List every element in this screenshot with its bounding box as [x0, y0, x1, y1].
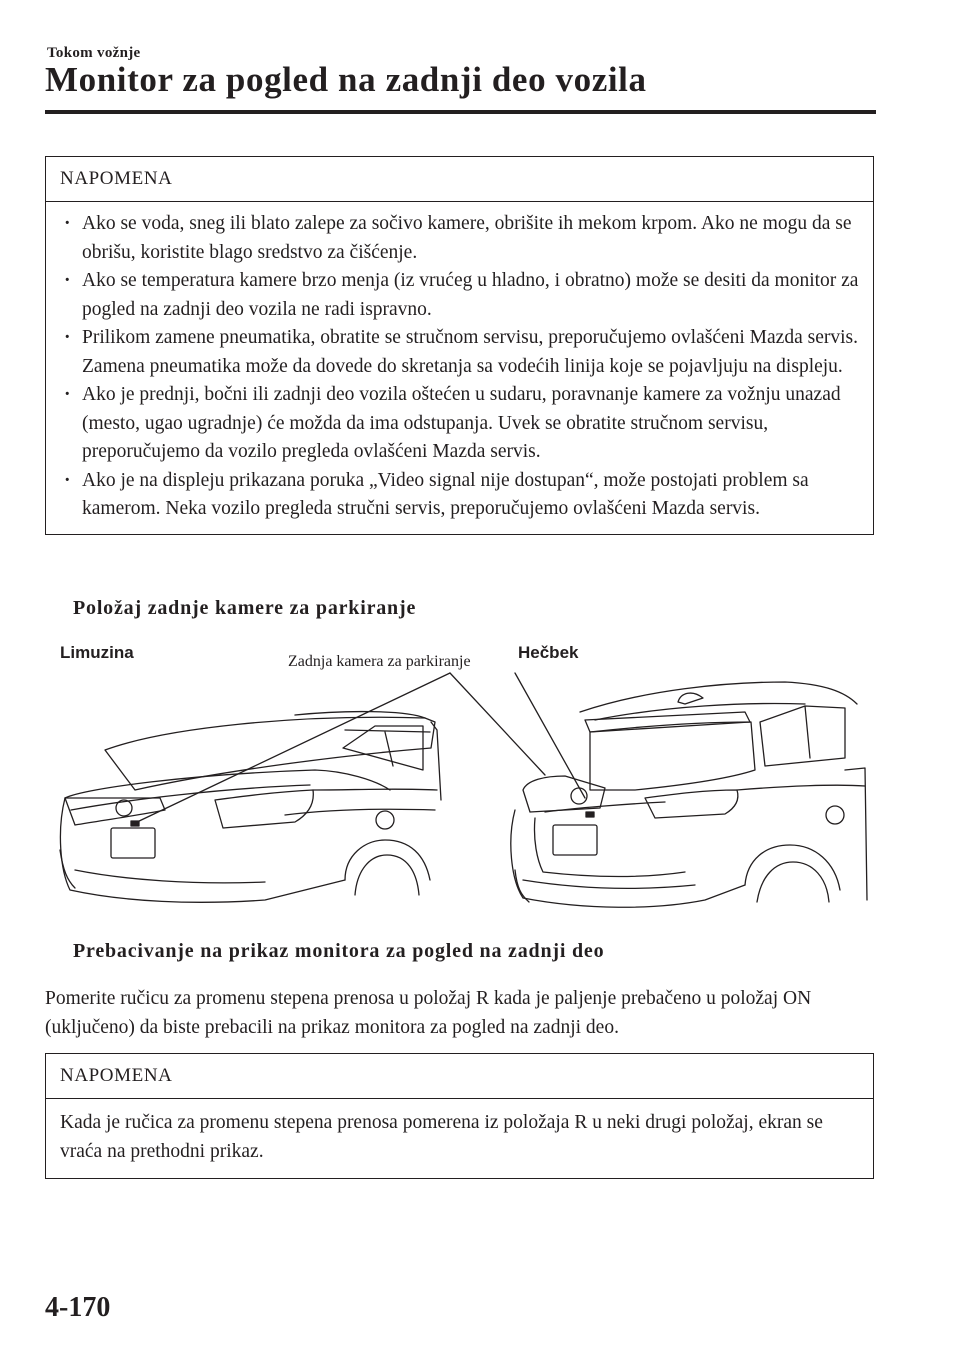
note-box-2: [45, 1053, 874, 1179]
note-item-text: Ako se temperatura kamere brzo menja (iz vrućeg u hladno, i obratno) može se desiti da monitor za pogled na zadnji deo vozila ne radi ispravno.: [82, 270, 859, 320]
bullet-icon: ·: [64, 270, 71, 291]
page-number: 4-170: [45, 1292, 111, 1323]
switch-view-heading: Prebacivanje na prikaz monitora za pogled na zadnji deo: [73, 940, 605, 962]
note-box-1: [45, 156, 874, 535]
label-hatchback: Hečbek: [518, 643, 579, 662]
bullet-icon: ·: [64, 327, 71, 348]
note-list: [60, 210, 859, 524]
camera-callout: Zadnja kamera za parkiranje: [288, 653, 471, 670]
note-body: Kada je ručica za promenu stepena prenosa pomerena iz položaja R u neki drugi položaj, ekran se vraća na prethodni prikaz.: [60, 1112, 823, 1162]
hatchback-drawing: [511, 682, 867, 907]
page-title: Monitor za pogled na zadnji deo vozila: [45, 60, 647, 99]
bullet-icon: ·: [64, 384, 71, 405]
camera-figure: [45, 640, 875, 925]
car-illustration: [45, 640, 875, 925]
switch-view-paragraph: Pomerite ručicu za promenu stepena prenosa u položaj R kada je paljenje prebačeno u položaj ON (uključeno) da biste prebacili na prikaz monitora za pogled na zadnji deo.: [45, 988, 812, 1038]
note-item-text: Ako se voda, sneg ili blato zalepe za sočivo kamere, obrišite ih mekom krpom. Ako ne mogu da se obrišu, koristite blago sredstvo za čišćenje.: [82, 213, 852, 263]
section-label: Tokom vožnje: [47, 45, 141, 61]
bullet-icon: ·: [64, 469, 71, 491]
note-item: [60, 467, 859, 524]
label-sedan: Limuzina: [60, 643, 134, 662]
note-item-text: Ako je na displeju prikazana poruka „Video signal nije dostupan“, može postojati problem sa kamerom. Neka vozilo pregleda stručni servis, preporučujemo ovlašćeni Mazda servis.: [82, 469, 809, 519]
title-rule: [45, 110, 876, 114]
note-item-text: Prilikom zamene pneumatika, obratite se stručnom servisu, preporučujemo ovlašćeni Mazda servis. Zamena pneumatika može da dovede do skretanja sa vodećih linija koje se pojavljuju na displeju.: [82, 327, 858, 377]
bullet-icon: ·: [64, 213, 71, 234]
note-body: [46, 202, 873, 534]
note-item-text: Ako je prednji, bočni ili zadnji deo vozila oštećen u sudaru, poravnanje kamere za vožnju unazad (mesto, ugao ugradnje) će možda da ima odstupanja. Uvek se obratite stručnom servisu, preporučujemo da vozilo pregleda ovlašćeni Mazda servis.: [82, 384, 841, 462]
note-item: [60, 210, 859, 267]
note-heading: NAPOMENA: [46, 157, 873, 202]
sedan-drawing: [60, 712, 441, 903]
note-item: [60, 324, 859, 381]
camera-position-heading: Položaj zadnje kamere za parkiranje: [73, 597, 417, 619]
note-item: [60, 267, 859, 324]
note-item: [60, 381, 859, 467]
note-heading: NAPOMENA: [46, 1054, 873, 1099]
